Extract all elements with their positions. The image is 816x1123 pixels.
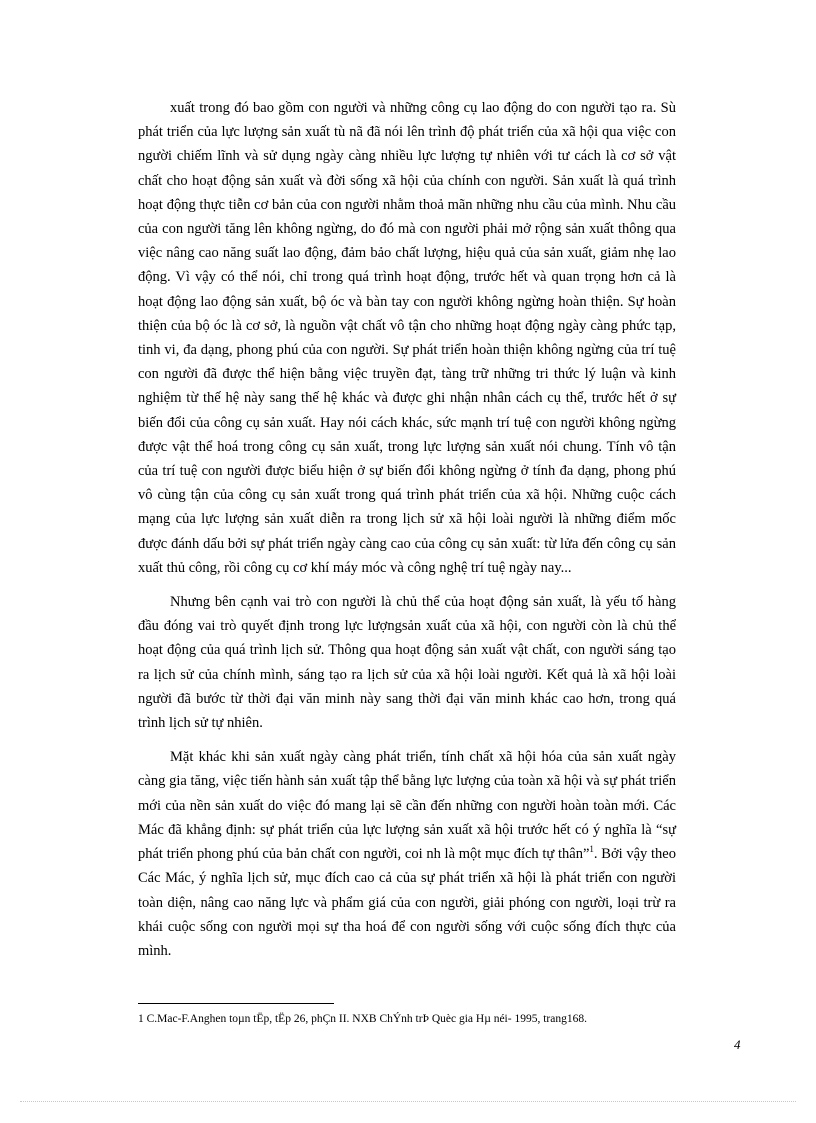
page-bottom-border [20, 1101, 796, 1102]
footnote: 1 C.Mac-F.Anghen toµn tËp, tËp 26, phÇn II. NXB ChÝnh trÞ Quèc gia Hµ néi- 1995, trang168. [138, 1013, 587, 1025]
paragraph-3 [138, 745, 676, 963]
paragraph-2: Nhưng bên cạnh vai trò con người là chủ thể của hoạt động sản xuất, là yếu tố hàng đầu đóng vai trò quyết định trong lực lượngsản xuất của xã hội, con người còn là chủ thể hoạt động của quá trình lịch sử. Thông qua hoạt động sản xuất vật chất, con người sáng tạo ra lịch sử của chính mình, sáng tạo ra lịch sử của xã hội loài người. Kết quả là xã hội loài người đã bước từ thời đại văn minh này sang thời đại văn minh khác cao hơn, trong quá trình lịch sử tự nhiên. [138, 594, 676, 732]
paragraph-1: xuất trong đó bao gồm con người và những công cụ lao động do con người tạo ra. Sù phát triển của lực lượng sản xuất tù nã đã nói lên trình độ phát triển của xã hội qua việc con người chiếm lĩnh và sử dụng ngày càng nhiều lực lượng tự nhiên với tư cách là cơ sở vật chất cho hoạt động sản xuất và đời sống xã hội của chính con người. Sản xuất là quá trình hoạt động thực tiễn cơ bản của con người nhằm thoả mãn những nhu cầu của mình. Nhu cầu của con người tăng lên không ngừng, do đó mà con người phải mở rộng sản xuất thông qua việc nâng cao năng suất lao động, đảm bảo chất lượng, hiệu quả của sản xuất, giảm nhẹ lao động. Vì vậy có thể nói, chỉ trong quá trình hoạt động, trước hết và quan trọng hơn cả là hoạt động lao động sản xuất, bộ óc và bàn tay con người không ngừng hoàn thiện. Sự hoàn thiện của bộ óc là cơ sở, là nguồn vật chất vô tận cho những hoạt động ngày càng phức tạp, tinh vi, đa dạng, phong phú của con người. Sự phát triển hoàn thiện không ngừng của trí tuệ con người đã được thể hiện bằng việc truyền đạt, tàng trữ những tri thức lý luận và kinh nghiệm từ thế hệ này sang thế hệ khác và được ghi nhận nhân cách cụ thể, trước hết ở sự biến đổi của công cụ sản xuất. Hay nói cách khác, sức mạnh trí tuệ con người không ngừng được vật thể hoá trong công cụ sản xuất, trong lực lượng sản xuất nói chung. Tính vô tận của trí tuệ con người được biểu hiện ở sự biến đổi không ngừng ở tính đa dạng, phong phú vô cùng tận của công cụ sản xuất trong quá trình phát triển của xã hội. Những cuộc cách mạng của lực lượng sản xuất diễn ra trong lịch sử xã hội loài người là những điểm mốc được đánh dấu bởi sự phát triển ngày càng cao của công cụ sản xuất: từ lửa đến công cụ sản xuất thủ công, rồi công cụ cơ khí máy móc và công nghệ trí tuệ ngày nay... [138, 100, 676, 576]
body-text [138, 96, 676, 973]
paragraph-3-after-note: . Bởi vậy theo Các Mác, ý nghĩa lịch sử, mục đích cao cả của sự phát triển xã hội là phát triển con người toàn diện, nâng cao năng lực và phẩm giá của con người, giải phóng con người, loại trừ ra khái cuộc sống con người mọi sự tha hoá để con người sống với cuộc sống đích thực của mình. [138, 846, 676, 959]
footnote-separator [138, 1003, 334, 1004]
page-number: 4 [734, 1037, 741, 1052]
footnote-reference[interactable]: 1 [589, 844, 594, 855]
paragraph-3-before-note: Mặt khác khi sản xuất ngày càng phát triển, tính chất xã hội hóa của sản xuất ngày càng gia tăng, việc tiến hành sản xuất tập thể bằng lực lượng của toàn xã hội và sự phát triển mới của nền sản xuất do việc đó mang lại sẽ cần đến những con người hoàn toàn mới. Các Mác đã khẳng định: sự phát triển của lực lượng sản xuất xã hội trước hết có ý nghĩa là “sự phát triển phong phú của bản chất con người, coi nh là một mục đích tự thân” [138, 749, 676, 863]
